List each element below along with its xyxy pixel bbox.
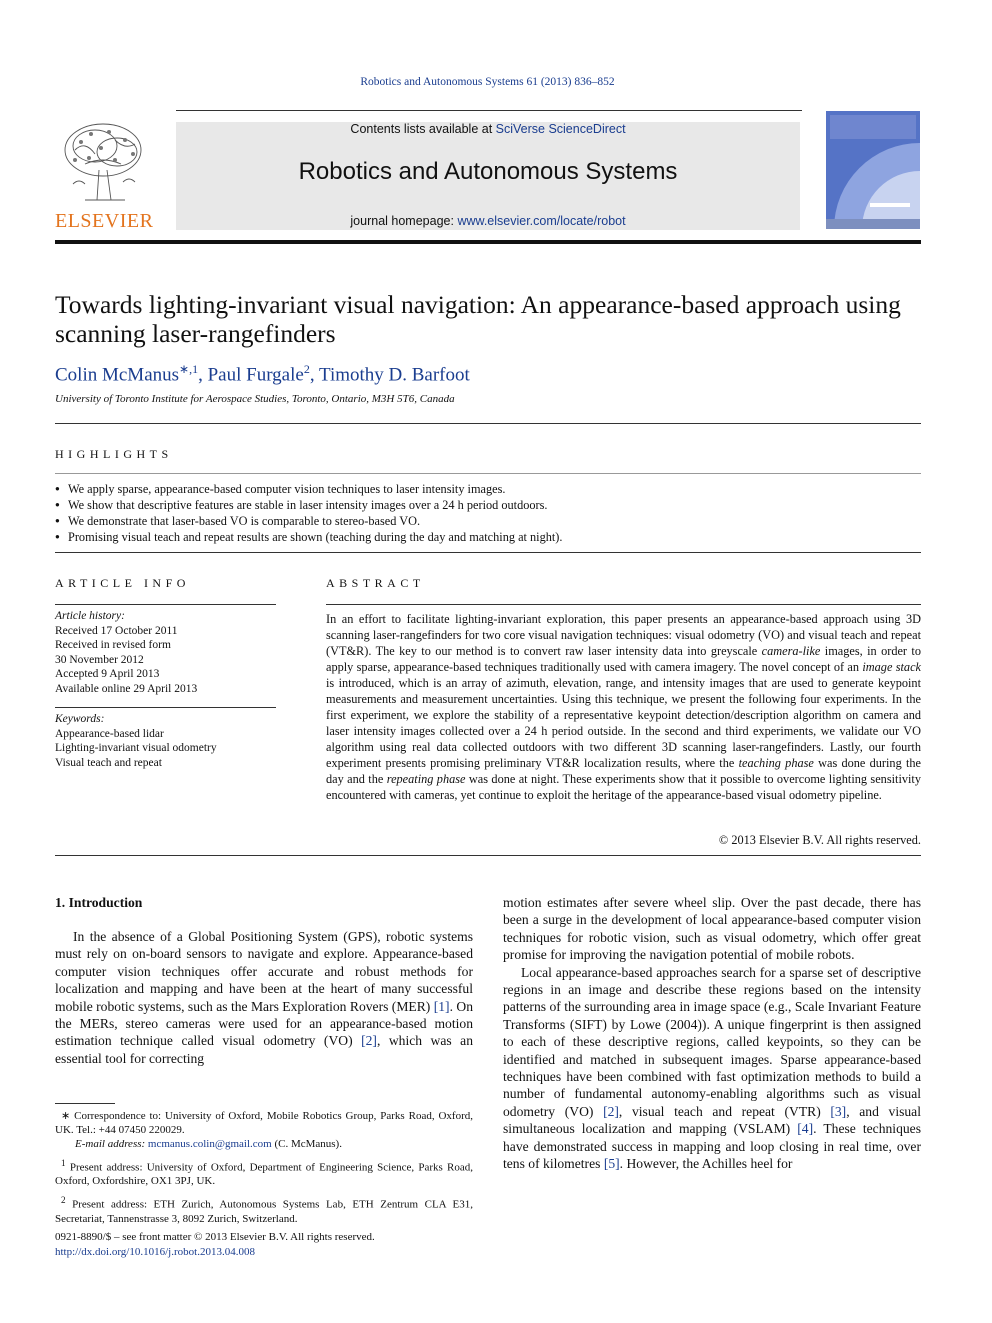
journal-banner [176, 122, 800, 230]
contents-line [176, 122, 800, 136]
history-line: Accepted 9 April 2013 [55, 668, 160, 680]
abstract-emphasis: teaching phase [738, 756, 814, 770]
intro-heading: 1. Introduction [55, 895, 143, 910]
highlight-item: ● We apply sparse, appearance-based computer vision techniques to laser intensity images. [55, 481, 562, 497]
abstract-text-run: In an effort to facilitate lighting-invariant exploration, this paper presents an appearance-based approach using 3D scanning laser-rangefinders for two core visual navigation techniques: visual odometry (VO) and visual teach and repeat (VT&R). The key to our method is to convert raw laser intensity data into greyscale [326, 612, 921, 658]
abstract-rule [326, 604, 921, 605]
rule-below-abstract [55, 855, 921, 856]
keywords-label: Keywords: [55, 713, 105, 725]
author-list: Colin McManus$^{∗,1}$, Paul Furgale$^2$, Timothy D. Barfoot [55, 362, 470, 386]
footnote-1 [55, 1156, 473, 1189]
text-run: , and visual simultaneous localization and mapping (VSLAM) [503, 1103, 921, 1137]
text-run: , visual teach and repeat (VTR) [618, 1103, 831, 1119]
rule-below-highlights-heading [55, 473, 921, 474]
footnote-rule [55, 1103, 115, 1104]
homepage-prefix: journal homepage: [350, 214, 458, 228]
keyword: Visual teach and repeat [55, 756, 162, 769]
abstract-text-run: was done during the day and the [326, 756, 921, 786]
rule-above-highlights [55, 423, 921, 424]
header-bottom-rule [55, 240, 921, 244]
citation-link[interactable]: [2] [603, 1103, 619, 1119]
sciencedirect-link[interactable]: SciVerse ScienceDirect [495, 122, 626, 136]
history-line: 30 November 2012 [55, 653, 144, 666]
highlights-heading: HIGHLIGHTS [55, 447, 173, 461]
intro-paragraph: motion estimates after severe wheel slip. Over the past decade, there has been a surge in the development of local appearance-based computer vision techniques for robotic vision, such as visual odometry, which offer great promise for improving the navigation potential of mobile robots. [503, 895, 921, 963]
text-run: , which was an essential tool for correcting [55, 1033, 473, 1066]
affiliation: University of Toronto Institute for Aerospace Studies, Toronto, Ontario, M3H 5T6, Canada [55, 393, 455, 405]
text-run: . On the MERs, stereo cameras were used for an appearance-based motion estimation technique called visual odometry (VO) [55, 998, 473, 1049]
header-top-rule [176, 110, 802, 111]
footnote-mark: ∗ [61, 1110, 71, 1122]
citation-link[interactable]: [5] [603, 1156, 620, 1172]
author-name[interactable]: Colin McManus [55, 364, 180, 386]
author-marks[interactable]: ∗,1 [179, 362, 199, 376]
footnote-text: Correspondence to: University of Oxford, Mobile Robotics Group, Parks Road, Oxford, UK. Tel.: +44 07450 220029. [55, 1110, 474, 1137]
keyword: Lighting-invariant visual odometry [55, 742, 217, 754]
rule-below-highlights [55, 552, 921, 553]
intro-paragraph [503, 964, 921, 1173]
history-line: Available online 29 April 2013 [55, 682, 198, 695]
contents-prefix: Contents lists available at [350, 122, 496, 136]
author-name[interactable]: Timothy D. Barfoot [319, 364, 470, 386]
journal-cover-image [826, 111, 920, 229]
elsevier-wordmark: ELSEVIER [55, 210, 154, 232]
article-title: Towards lighting-invariant visual navigation: An appearance-based approach using scanning laser-rangefinders [55, 290, 901, 348]
footnote-email [55, 1137, 473, 1151]
citation-link[interactable]: [4] [797, 1121, 814, 1137]
citation-link[interactable]: [2] [361, 1033, 377, 1049]
email-suffix: (C. McManus). [271, 1138, 342, 1151]
text-run: In the absence of a Global Positioning System (GPS), robotic systems must rely on on-board sensors to navigate and explore. Appearance-based computer vision techniques offer accurate and robust methods for localization and mapping and have been at the heart of many successful mobile robotic systems, such as the Mars Exploration Rovers (MER) [55, 929, 473, 1014]
highlight-item: ● We show that descriptive features are stable in laser intensity images over a 24 h period outdoors. [55, 497, 562, 513]
elsevier-tree-logo [55, 120, 153, 210]
footnote-text: Present address: University of Oxford, Department of Engineering Science, Parks Road, Oxford, Oxfordshire, OX1 3PJ, UK. [55, 1161, 474, 1188]
email-label: E-mail address: [75, 1138, 148, 1151]
abstract-emphasis: repeating phase [386, 772, 466, 786]
journal-title: Robotics and Autonomous Systems [298, 158, 678, 185]
article-info-heading: ARTICLE INFO [55, 576, 190, 590]
footnote-mark: 1 [61, 1157, 66, 1168]
abstract-emphasis: camera-like [761, 644, 821, 658]
abstract-heading: ABSTRACT [326, 576, 425, 590]
history-label: Article history: [55, 610, 125, 622]
footnote-correspondence [55, 1109, 473, 1137]
keyword: Appearance-based lidar [55, 727, 164, 740]
intro-left-column [55, 928, 473, 1067]
article-history [55, 609, 276, 696]
author-name[interactable]: Paul Furgale [207, 364, 304, 386]
intro-paragraph [55, 928, 473, 1067]
abstract-text-run: images, in order to apply sparse, appearance-based techniques traditionally used with camera imagery. The novel concept of an [326, 644, 921, 674]
abstract-copyright: © 2013 Elsevier B.V. All rights reserved. [718, 833, 921, 847]
history-line: Received 17 October 2011 [55, 624, 178, 637]
issn-line: 0921-8890/$ – see front matter © 2013 Elsevier B.V. All rights reserved. [55, 1231, 375, 1243]
history-line: Received in revised form [55, 639, 171, 651]
abstract-text-run: is introduced, which is an array of azimuth, elevation, range, and intensity images that are used to generate keypoint measurements and measurement uncertainties. Using this technique, we present the following four experiments. In the first experiment, we explore the stability of a representative keypoint detection/description algorithm on camera and laser intensity images collected over a 24 h period outside. In the second and third experiments, we validate our VO algorithm using real data collected outdoors with two different 3D scanning laser-rangefinders. Lastly, our fourth experiment presents promising preliminary VT&R localization results, where the [326, 676, 921, 770]
highlights-list [55, 481, 562, 545]
abstract-emphasis: image stack [862, 660, 921, 674]
citation-link[interactable]: [1] [433, 998, 450, 1014]
text-run: . These techniques have demonstrated success in mapping and loop closing in real time, over tens of kilometres [503, 1121, 921, 1172]
footnote-text: Present address: ETH Zurich, Autonomous Systems Lab, ETH Zentrum CLA E31, Secretariat, Tannenstrasse 3, 8092 Zurich, Switzerland. [55, 1198, 473, 1225]
intro-right-column [503, 894, 921, 1173]
email-link[interactable]: mcmanus.colin@gmail.com [147, 1138, 272, 1151]
footnotes [55, 1109, 473, 1226]
keywords-block [55, 712, 276, 770]
homepage-line [176, 214, 800, 228]
article-info-rule [55, 604, 276, 605]
text-run: . However, the Achilles heel for [619, 1156, 793, 1172]
highlight-item: ● Promising visual teach and repeat results are shown (teaching during the day and matching at night). [55, 529, 562, 545]
keywords-rule [55, 707, 276, 708]
highlight-item: ● We demonstrate that laser-based VO is comparable to stereo-based VO. [55, 513, 562, 529]
author-marks[interactable]: 2 [303, 362, 310, 376]
homepage-link[interactable]: www.elsevier.com/locate/robot [457, 214, 626, 228]
journal-reference[interactable]: Robotics and Autonomous Systems 61 (2013) 836–852 [360, 76, 615, 88]
abstract-text-run: was done at night. These experiments show that it possible to overcome lighting sensitivity encountered with cameras, yet continue to exploit the heritage of the appearance-based visual odometry pipeline. [326, 772, 921, 802]
text-run: Local appearance-based approaches search for a sparse set of descriptive regions in an image and describe these regions based on the intensity patterns of the surrounding area in image space (e.g., Scale Invariant Feature Transforms (SIFT) by Lowe (2004)). A unique fingerprint is then assigned to each of these descriptive regions, called keypoints, so they can be identified and matched in subsequent images. Sparse appearance-based techniques have been combined with fast optimization methods to build a number of fundamental autonomy-enabling algorithms such as visual odometry (VO) [503, 964, 921, 1119]
citation-link[interactable]: [3] [830, 1103, 847, 1119]
footnote-mark: 2 [61, 1194, 66, 1205]
footnote-2 [55, 1193, 473, 1226]
doi-link[interactable]: http://dx.doi.org/10.1016/j.robot.2013.04.008 [55, 1246, 255, 1258]
abstract-text [326, 611, 921, 803]
